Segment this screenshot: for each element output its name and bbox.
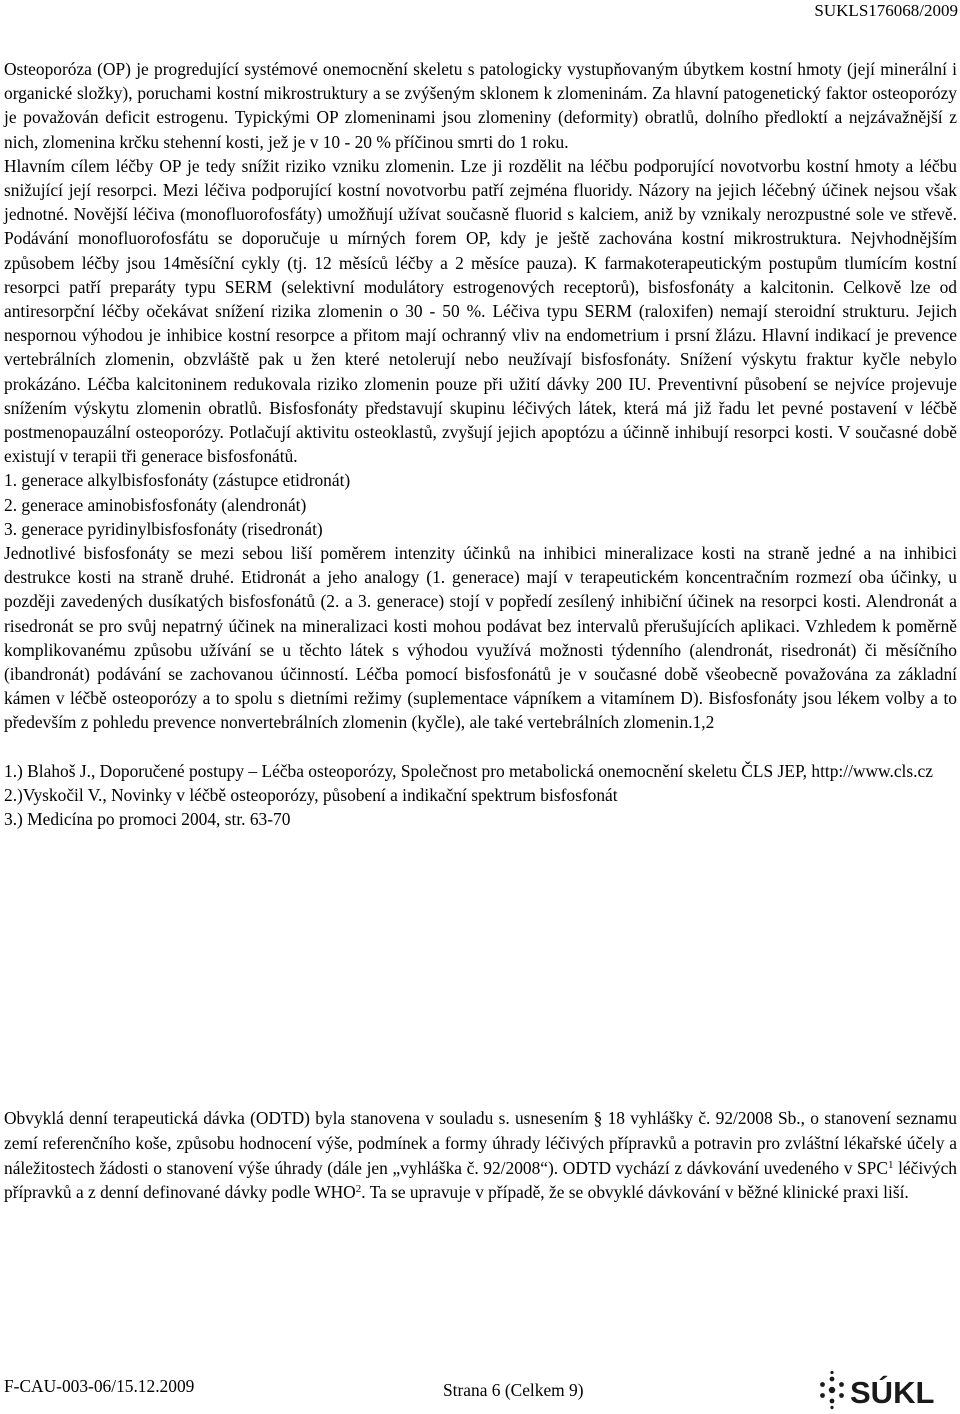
sukl-logo [818, 1370, 956, 1410]
odtd-paragraph [4, 1106, 957, 1205]
sukl-logo-text: SÚKL [850, 1375, 935, 1410]
reference-1: 1.) Blahoš J., Doporučené postupy – Léčba osteoporózy, Společnost pro metabolická onemocnění skeletu ČLS JEP, http://www.cls.cz [4, 760, 933, 781]
footnote-ref-2: 2 [355, 1183, 362, 1196]
reference-2: 2.)Vyskočil V., Novinky v léčbě osteoporózy, působení a indikační spektrum bisfosfonát [4, 784, 618, 805]
document-body [4, 57, 957, 831]
footnote-ref-1: 1 [887, 1158, 894, 1171]
odtd-text-part-3: . Ta se upravuje v případě, že se obvyklé dávkování v běžné klinické praxi liší. [361, 1182, 909, 1203]
paragraph-bisphosphonates: Jednotlivé bisfosfonáty se mezi sebou liší poměrem intenzity účinků na inhibici mineralizace kosti na straně jedné a na inhibici destrukce kosti na straně druhé. Etidronát a jeho analogy (1. generace) mají v terapeutickém koncentračním rozmezí oba účinky, u později zavedených dusíkatých bisfosfonátů (2. a 3. generace) stojí v popředí zesílený inhibiční účinek na resorpci kosti. Alendronát a risedronát se pro svůj nepatrný účinek na mineralizaci kosti mohou podávat bez intervalů přerušujících aplikaci. Vzhledem k poměrně komplikovanému způsobu užívání se u těchto látek s výhodou využívá možnosti týdenního (alendronát, risedronát) či měsíčního (ibandronát) podávání se zachovanou účinností. Léčba pomocí bisfosfonátů je v současné době všeobecně považována za základní kámen v léčbě osteoporózy a to spolu s dietními režimy (suplementace vápníkem a vitamínem D). Bisfosfonáty jsou lékem volby a to především z pohledu prevence nonvertebrálních zlomenin (kyčle), ale také vertebrálních zlomenin.1,2 [4, 543, 957, 733]
list-item-generation-3: 3. generace pyridinylbisfosfonáty (risedronát) [4, 518, 323, 539]
list-item-generation-1: 1. generace alkylbisfosfonáty (zástupce etidronát) [4, 470, 351, 491]
reference-3: 3.) Medicína po promoci 2004, str. 63-70 [4, 809, 291, 830]
odtd-text-part-1: Obvyklá denní terapeutická dávka (ODTD) byla stanovena v souladu s. usnesením § 18 vyhlášky č. 92/2008 Sb., o stanovení seznamu zemí referenčního koše, způsobu hodnocení výše, podmínek a formy úhrady léčivých přípravků a potravin pro zvláštní lékařské účely a náležitostech žádosti o stanovení výše úhrady (dále jen „vyhláška č. 92/2008“). ODTD vychází z dávkování uvedeného v SPC [4, 1108, 957, 1178]
document-id: SUKLS176068/2009 [814, 1, 958, 20]
paragraph-intro: Osteoporóza (OP) je progredující systémové onemocnění skeletu s patologicky vystupňovaným úbytkem kostní hmoty (její minerální i organické složky), poruchami kostní mikrostruktury a se zvýšeným sklonem k zlomeninám. Za hlavní patogenetický faktor osteoporózy je považován deficit estrogenu. Typickými OP zlomeninami jsou zlomeniny (deformity) obratlů, dolního předloktí a nejzávažnější z nich, zlomenina krčku stehenní kosti, jež je v 10 - 20 % příčinou smrti do 1 roku. [4, 59, 957, 152]
list-item-generation-2: 2. generace aminobisfosfonáty (alendronát) [4, 494, 307, 515]
sukl-emblem-icon [820, 1371, 844, 1409]
odtd-text-part-2: léčivých přípravků a z denní definované dávky podle WHO [4, 1157, 957, 1203]
form-code: F-CAU-003-06/15.12.2009 [4, 1376, 195, 1396]
paragraph-treatment: Hlavním cílem léčby OP je tedy snížit riziko vzniku zlomenin. Lze ji rozdělit na léčbu podporující novotvorbu kostní hmoty a léčbu snižující její resorpci. Mezi léčiva podporující kostní novotvorbu patří zejména fluoridy. Názory na jejich léčebný účinek nejsou však jednotné. Novější léčiva (monofluorofosfáty) umožňují užívat současně fluorid s kalciem, aniž by vznikaly nerozpustné sole ve střevě. Podávání monofluorofosfátu se doporučuje u mírných forem OP, kdy je ještě zachována kostní mikrostruktura. Nejvhodnějším způsobem léčby jsou 14měsíční cykly (tj. 12 měsíců léčby a 2 měsíce pauza). K farmakoterapeutickým postupům tlumícím kostní resorpci patří preparáty typu SERM (selektivní modulátory estrogenových receptorů), bisfosfonáty a kalcitonin. Celkově lze od antiresorpční léčby očekávat snížení rizika zlomenin o 30 - 50 %. Léčiva typu SERM (raloxifen) nemají steroidní strukturu. Jejich nespornou výhodou je inhibice kostní resorpce a přitom mají ochranný vliv na endometrium i prsní žlázu. Hlavní indikací je prevence vertebrálních zlomenin, obzvláště pak u žen které netolerují nebo neužívají bisfosfonáty. Snížení výskytu fraktur kyčle nebylo prokázáno. Léčba kalcitoninem redukovala riziko zlomenin pouze při užití dávky 200 IU. Preventivní působení se nejvíce projevuje snížením výskytu zlomenin obratlů. Bisfosfonáty představují skupinu léčivých látek, která má již řadu let pevné postavení v léčbě postmenopauzální osteoporózy. Potlačují aktivitu osteoklastů, zvyšují jejich apoptózu a účinně inhibují resorpci kosti. V současné době existují v terapii tři generace bisfosfonátů. [4, 155, 957, 467]
page-number: Strana 6 (Celkem 9) [443, 1380, 584, 1400]
